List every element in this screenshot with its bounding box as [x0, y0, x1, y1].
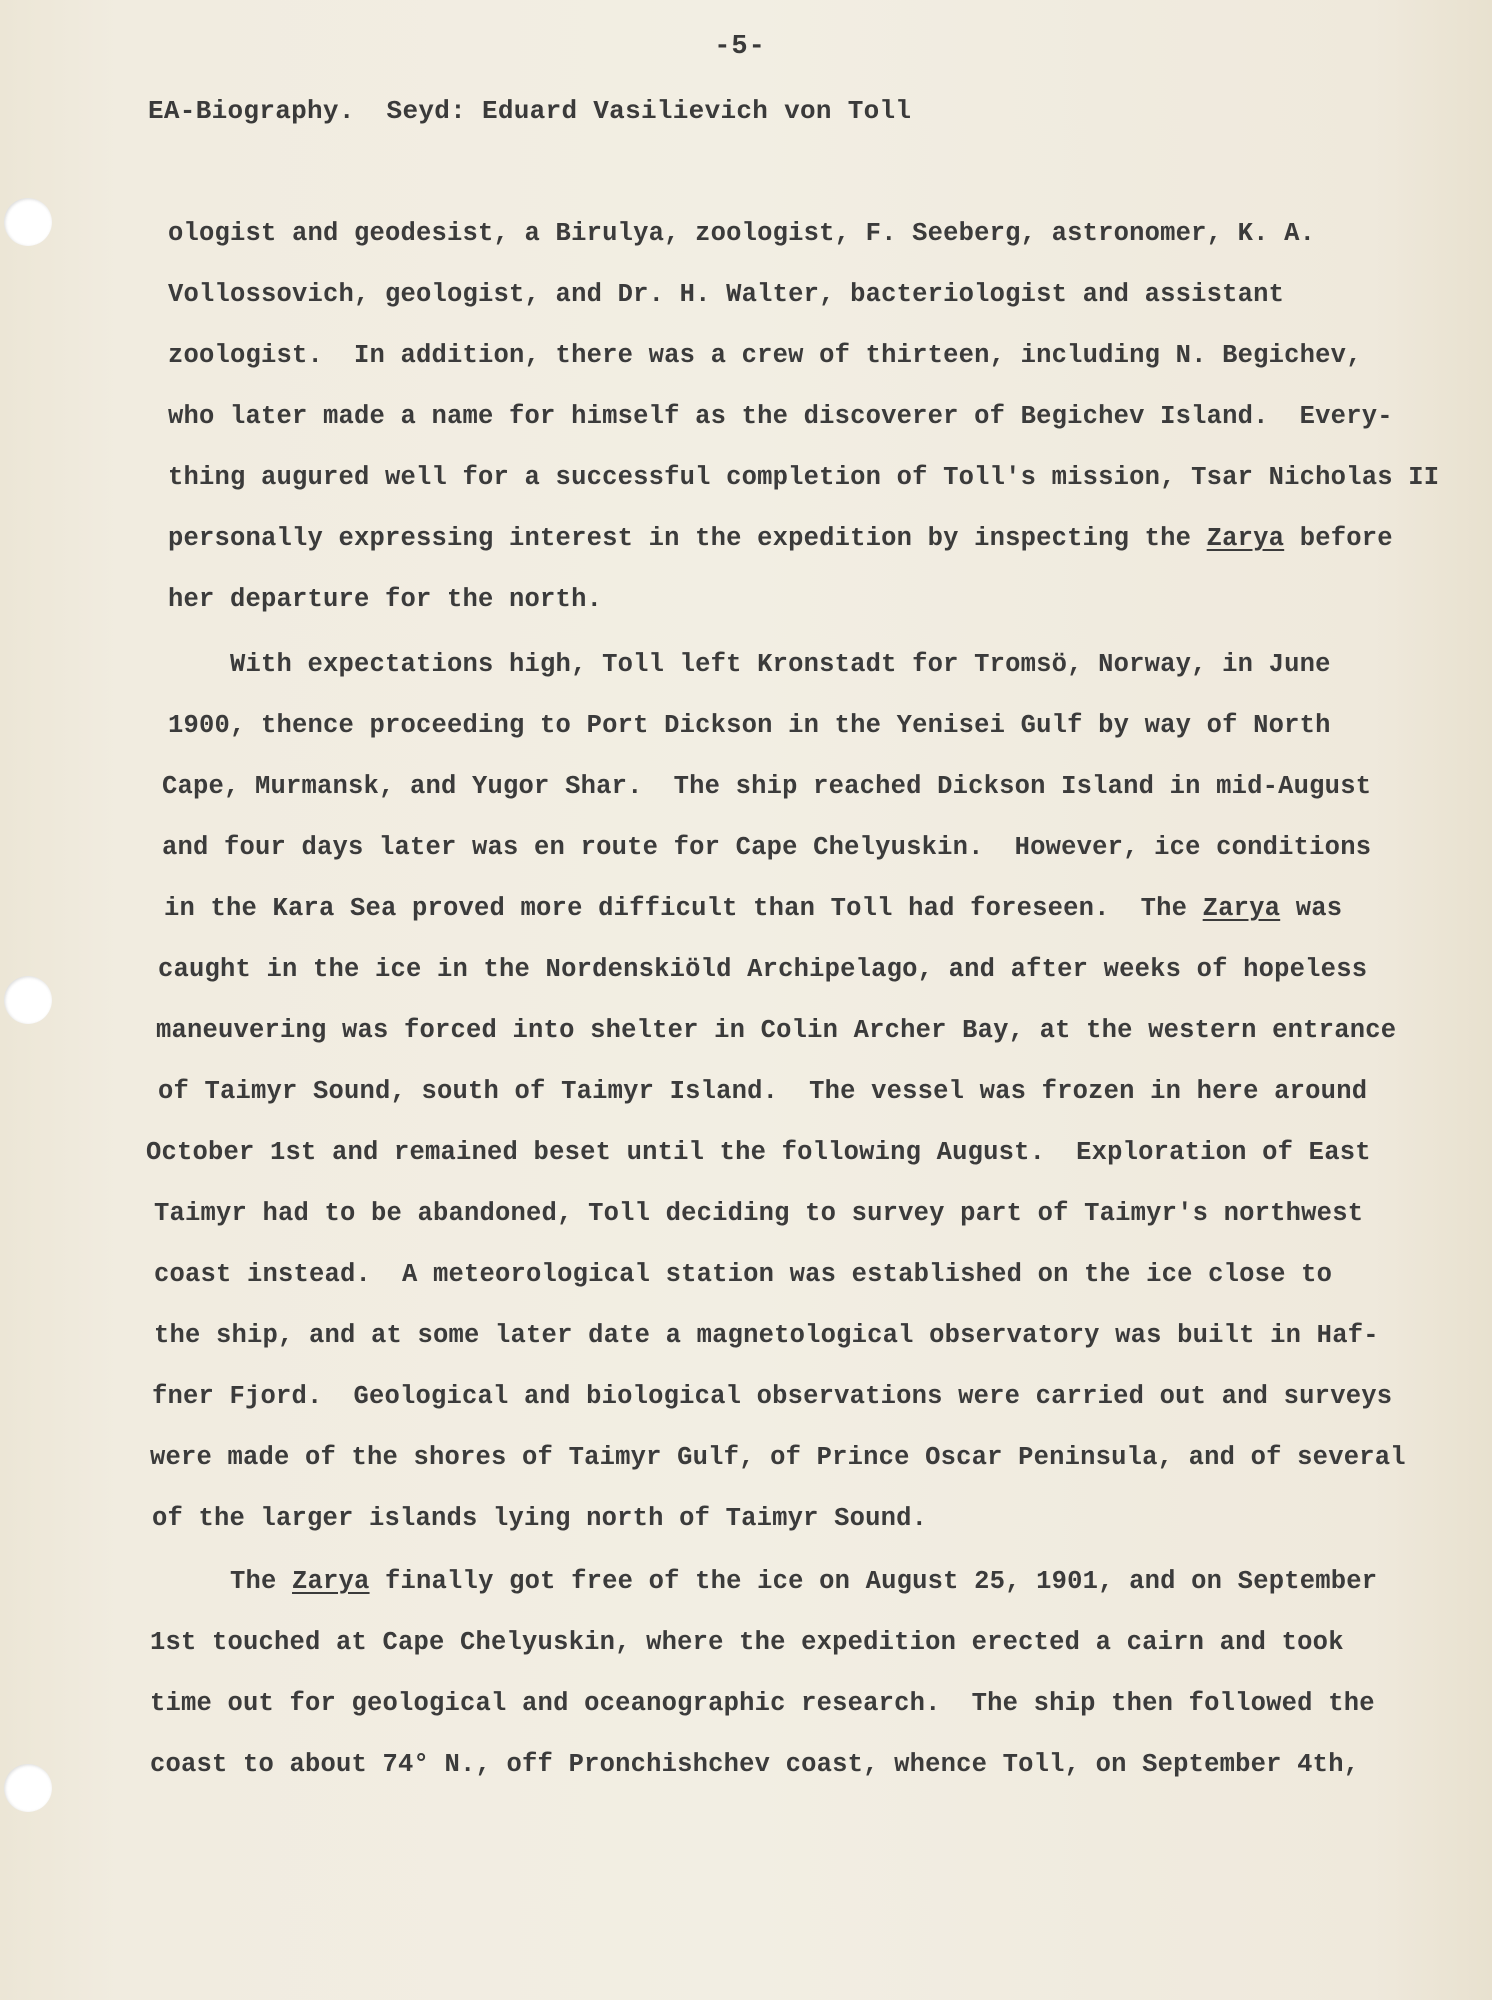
- text-line: [168, 711, 1331, 740]
- text-segment: Vollossovich, geologist, and Dr. H. Walter, bacteriologist and assistant: [168, 280, 1285, 309]
- text-line: [152, 1382, 1392, 1411]
- text-segment: thing augured well for a successful completion of Toll's mission, Tsar Nicholas II: [168, 463, 1440, 492]
- text-line: [156, 1016, 1396, 1045]
- text-segment: her departure for the north.: [168, 585, 603, 614]
- text-segment: caught in the ice in the Nordenskiöld Archipelago, and after weeks of hopeless: [158, 955, 1368, 984]
- text-segment: was: [1280, 894, 1343, 923]
- text-line: [164, 894, 1342, 923]
- underlined-ship-name: Zarya: [1202, 894, 1281, 923]
- punch-hole-middle: [4, 976, 52, 1024]
- running-head: EA-Biography. Seyd: Eduard Vasilievich von Toll: [148, 96, 912, 126]
- text-segment: before: [1284, 524, 1393, 553]
- text-segment: of the larger islands lying north of Taimyr Sound.: [152, 1504, 928, 1533]
- text-line: [168, 585, 602, 614]
- punch-hole-top: [4, 198, 52, 246]
- underlined-ship-name: Zarya: [292, 1567, 370, 1596]
- text-segment: Taimyr had to be abandoned, Toll deciding to survey part of Taimyr's northwest: [154, 1199, 1364, 1228]
- text-line: [158, 955, 1367, 984]
- text-segment: 1900, thence proceeding to Port Dickson in the Yenisei Gulf by way of North: [168, 711, 1331, 740]
- text-line: [168, 280, 1284, 309]
- text-line: [150, 1628, 1344, 1657]
- text-line: [146, 1138, 1371, 1167]
- text-segment: fner Fjord. Geological and biological observations were carried out and surveys: [152, 1382, 1393, 1411]
- text-line: [150, 1750, 1359, 1779]
- text-segment: zoologist. In addition, there was a crew of thirteen, including N. Begichev,: [168, 341, 1362, 370]
- text-segment: who later made a name for himself as the discoverer of Begichev Island. Every-: [168, 402, 1393, 431]
- underlined-ship-name: Zarya: [1206, 524, 1285, 553]
- text-segment: and four days later was en route for Cape Chelyuskin. However, ice conditions: [162, 833, 1372, 862]
- text-segment: personally expressing interest in the expedition by inspecting the: [168, 524, 1207, 553]
- text-segment: maneuvering was forced into shelter in Colin Archer Bay, at the western entrance: [156, 1016, 1397, 1045]
- text-line: [168, 650, 1331, 679]
- text-segment: The: [168, 1567, 293, 1596]
- text-segment: finally got free of the ice on August 25, 1901, and on September: [369, 1567, 1378, 1596]
- text-line: [168, 463, 1439, 492]
- text-segment: the ship, and at some later date a magnetological observatory was built in Haf-: [154, 1321, 1379, 1350]
- text-segment: of Taimyr Sound, south of Taimyr Island. The vessel was frozen in here around: [158, 1077, 1368, 1106]
- text-line: [168, 219, 1315, 248]
- text-segment: coast to about 74° N., off Pronchishchev coast, whence Toll, on September 4th,: [150, 1750, 1360, 1779]
- text-segment: ologist and geodesist, a Birulya, zoologist, F. Seeberg, astronomer, K. A.: [168, 219, 1316, 248]
- text-line: [150, 1689, 1375, 1718]
- text-segment: were made of the shores of Taimyr Gulf, of Prince Oscar Peninsula, and of several: [150, 1443, 1406, 1472]
- text-line: [158, 1077, 1367, 1106]
- text-line: [152, 1504, 927, 1533]
- text-line: [154, 1260, 1332, 1289]
- text-segment: time out for geological and oceanographic research. The ship then followed the: [150, 1689, 1375, 1718]
- text-segment: in the Kara Sea proved more difficult than Toll had foreseen. The: [164, 894, 1203, 923]
- page-number: -5-: [714, 32, 766, 62]
- text-line: [168, 402, 1393, 431]
- text-line: [162, 833, 1371, 862]
- text-segment: Cape, Murmansk, and Yugor Shar. The ship reached Dickson Island in mid-August: [162, 772, 1372, 801]
- text-line: [168, 341, 1362, 370]
- text-line: [168, 524, 1393, 553]
- text-line: [154, 1199, 1363, 1228]
- text-line: [154, 1321, 1379, 1350]
- text-segment: With expectations high, Toll left Kronstadt for Tromsö, Norway, in June: [168, 650, 1331, 679]
- text-segment: 1st touched at Cape Chelyuskin, where the expedition erected a cairn and took: [150, 1628, 1344, 1657]
- text-segment: coast instead. A meteorological station was established on the ice close to: [154, 1260, 1333, 1289]
- text-line: [168, 1567, 1377, 1596]
- punch-hole-bottom: [4, 1764, 52, 1812]
- text-line: [162, 772, 1371, 801]
- text-segment: October 1st and remained beset until the following August. Exploration of East: [146, 1138, 1371, 1167]
- text-line: [150, 1443, 1406, 1472]
